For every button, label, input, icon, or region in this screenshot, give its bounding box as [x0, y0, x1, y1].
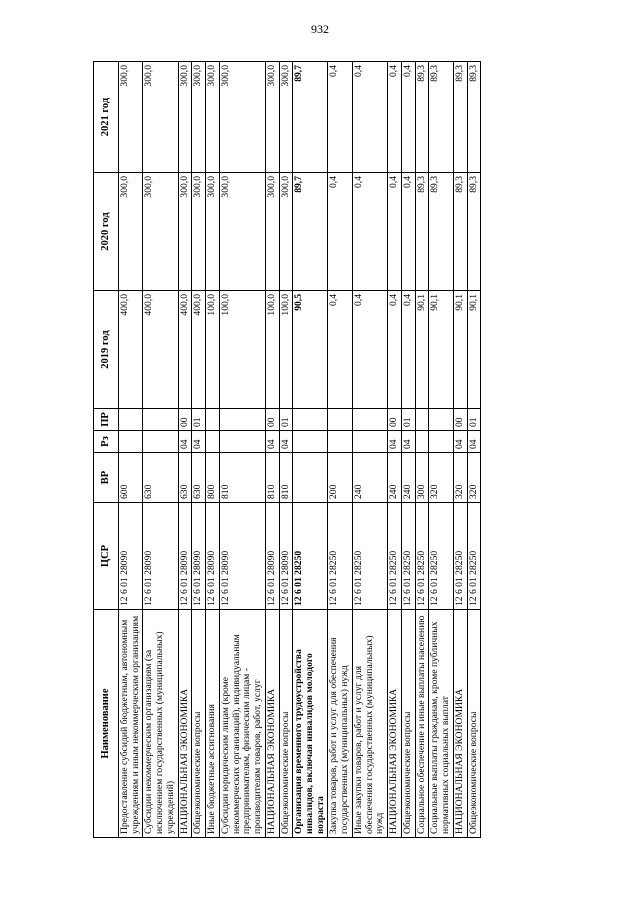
cell-csr: 12 6 01 28250: [401, 503, 415, 610]
cell-vr: 240: [352, 453, 387, 503]
cell-name: Социальные выплаты гражданам, кроме публичных нормативных социальных выплат: [429, 610, 453, 838]
cell-2019: 0,4: [388, 291, 402, 409]
header-2020: 2020 год: [94, 173, 119, 291]
cell-rz: 04: [265, 431, 279, 453]
table-header-row: [94, 62, 119, 838]
cell-csr: 12 6 01 28090: [143, 503, 178, 610]
cell-2019: 400,0: [192, 291, 206, 409]
table-row: [192, 62, 206, 838]
cell-name: Закупка товаров, работ и услуг для обеспечения государственных (муниципальных) нужд: [328, 610, 352, 838]
cell-2019: 0,4: [328, 291, 352, 409]
cell-rz: [429, 431, 453, 453]
cell-2020: 89,3: [415, 173, 429, 291]
cell-vr: 600: [119, 453, 143, 503]
cell-2020: 89,3: [453, 173, 467, 291]
cell-2019: 90,5: [293, 291, 328, 409]
cell-pr: [143, 409, 178, 431]
cell-2020: 300,0: [192, 173, 206, 291]
cell-2019: 90,1: [453, 291, 467, 409]
cell-2021: 0,4: [352, 62, 387, 173]
cell-rz: 04: [178, 431, 192, 453]
cell-pr: [219, 409, 265, 431]
cell-2020: 300,0: [119, 173, 143, 291]
cell-csr: 12 6 01 28090: [219, 503, 265, 610]
cell-rz: [415, 431, 429, 453]
cell-vr: 630: [143, 453, 178, 503]
cell-rz: [143, 431, 178, 453]
cell-vr: 240: [388, 453, 402, 503]
cell-2020: 89,7: [293, 173, 328, 291]
cell-pr: [429, 409, 453, 431]
cell-pr: 00: [388, 409, 402, 431]
cell-vr: 320: [453, 453, 467, 503]
cell-csr: 12 6 01 28090: [265, 503, 279, 610]
cell-name: Общеэкономические вопросы: [401, 610, 415, 838]
cell-vr: [293, 453, 328, 503]
cell-pr: [293, 409, 328, 431]
cell-2019: 100,0: [219, 291, 265, 409]
cell-2019: 400,0: [178, 291, 192, 409]
cell-2021: 300,0: [143, 62, 178, 173]
cell-2020: 0,4: [352, 173, 387, 291]
budget-table: [93, 61, 481, 838]
cell-pr: 01: [401, 409, 415, 431]
cell-2021: 89,7: [293, 62, 328, 173]
table-row: [279, 62, 293, 838]
cell-pr: [206, 409, 220, 431]
table-row: [415, 62, 429, 838]
table-row: [429, 62, 453, 838]
cell-csr: 12 6 01 28090: [119, 503, 143, 610]
cell-2021: 89,3: [467, 62, 481, 173]
cell-2020: 300,0: [279, 173, 293, 291]
cell-name: Иные бюджетные ассигнования: [206, 610, 220, 838]
cell-name: Социальное обеспечение и иные выплаты населению: [415, 610, 429, 838]
rotated-table-container: [93, 62, 570, 838]
cell-rz: [352, 431, 387, 453]
cell-rz: 04: [192, 431, 206, 453]
cell-2020: 300,0: [219, 173, 265, 291]
cell-2019: 400,0: [119, 291, 143, 409]
cell-vr: 810: [279, 453, 293, 503]
cell-name: Субсидии некоммерческим организациям (за исключением государственных (муниципальных) учреждений): [143, 610, 178, 838]
cell-name: Общеэкономические вопросы: [279, 610, 293, 838]
cell-rz: [328, 431, 352, 453]
table-row: [467, 62, 481, 838]
cell-name: Общеэкономические вопросы: [467, 610, 481, 838]
cell-vr: 240: [401, 453, 415, 503]
cell-pr: [415, 409, 429, 431]
cell-name: Организация временного трудоустройства инвалидов, включая инвалидов молодого возраста: [293, 610, 328, 838]
cell-2020: 300,0: [206, 173, 220, 291]
table-row: [453, 62, 467, 838]
cell-vr: 630: [178, 453, 192, 503]
cell-name: Субсидии юридическим лицам (кроме некоммерческих организаций), индивидуальным предпринимателям, физическим лицам - производителям товаров, работ, услуг: [219, 610, 265, 838]
cell-vr: 810: [265, 453, 279, 503]
page-number: 932: [311, 22, 329, 36]
cell-csr: 12 6 01 28250: [293, 503, 328, 610]
header-pr: ПР: [94, 409, 119, 431]
cell-pr: [352, 409, 387, 431]
cell-2021: 0,4: [388, 62, 402, 173]
cell-pr: 00: [265, 409, 279, 431]
cell-name: НАЦИОНАЛЬНАЯ ЭКОНОМИКА: [265, 610, 279, 838]
cell-pr: 00: [178, 409, 192, 431]
cell-pr: 01: [192, 409, 206, 431]
cell-vr: 200: [328, 453, 352, 503]
cell-2021: 0,4: [328, 62, 352, 173]
cell-2020: 89,3: [467, 173, 481, 291]
cell-csr: 12 6 01 28250: [415, 503, 429, 610]
cell-2020: 0,4: [328, 173, 352, 291]
cell-vr: 800: [206, 453, 220, 503]
header-2019: 2019 год: [94, 291, 119, 409]
cell-csr: 12 6 01 28250: [352, 503, 387, 610]
header-vr: ВР: [94, 453, 119, 503]
table-row: [328, 62, 352, 838]
cell-pr: [119, 409, 143, 431]
table-row: [219, 62, 265, 838]
cell-vr: 810: [219, 453, 265, 503]
cell-2021: 0,4: [401, 62, 415, 173]
cell-2019: 400,0: [143, 291, 178, 409]
cell-2021: 300,0: [219, 62, 265, 173]
cell-name: Общеэкономические вопросы: [192, 610, 206, 838]
table-row: [293, 62, 328, 838]
cell-csr: 12 6 01 28090: [178, 503, 192, 610]
cell-csr: 12 6 01 28090: [279, 503, 293, 610]
table-row: [119, 62, 143, 838]
table-row: [206, 62, 220, 838]
cell-rz: 04: [279, 431, 293, 453]
cell-2019: 90,1: [429, 291, 453, 409]
cell-csr: 12 6 01 28250: [328, 503, 352, 610]
cell-rz: 04: [467, 431, 481, 453]
cell-2021: 89,3: [415, 62, 429, 173]
cell-rz: 04: [401, 431, 415, 453]
cell-2021: 89,3: [453, 62, 467, 173]
cell-2021: 300,0: [265, 62, 279, 173]
cell-2021: 300,0: [279, 62, 293, 173]
cell-csr: 12 6 01 28090: [192, 503, 206, 610]
cell-2020: 89,3: [429, 173, 453, 291]
table-row: [352, 62, 387, 838]
cell-2019: 100,0: [206, 291, 220, 409]
cell-2019: 90,1: [467, 291, 481, 409]
cell-csr: 12 6 01 28250: [467, 503, 481, 610]
cell-2020: 0,4: [401, 173, 415, 291]
cell-csr: 12 6 01 28250: [388, 503, 402, 610]
table-row: [143, 62, 178, 838]
cell-name: НАЦИОНАЛЬНАЯ ЭКОНОМИКА: [453, 610, 467, 838]
cell-2021: 300,0: [192, 62, 206, 173]
header-rz: Рз: [94, 431, 119, 453]
cell-rz: [119, 431, 143, 453]
cell-name: Иные закупки товаров, работ и услуг для обеспечения государственных (муниципальных) нужд: [352, 610, 387, 838]
cell-csr: 12 6 01 28090: [206, 503, 220, 610]
table-row: [178, 62, 192, 838]
cell-name: Предоставление субсидий бюджетным, автономным учреждениям и иным некоммерческим организациям: [119, 610, 143, 838]
header-2021: 2021 год: [94, 62, 119, 173]
cell-2020: 300,0: [265, 173, 279, 291]
cell-2020: 300,0: [178, 173, 192, 291]
cell-csr: 12 6 01 28250: [453, 503, 467, 610]
cell-2019: 100,0: [265, 291, 279, 409]
cell-rz: [206, 431, 220, 453]
cell-pr: 00: [453, 409, 467, 431]
cell-pr: 01: [279, 409, 293, 431]
cell-pr: 01: [467, 409, 481, 431]
cell-vr: 320: [429, 453, 453, 503]
table-body: [119, 62, 481, 838]
cell-2020: 300,0: [143, 173, 178, 291]
cell-rz: [219, 431, 265, 453]
cell-vr: 630: [192, 453, 206, 503]
cell-2019: 100,0: [279, 291, 293, 409]
cell-pr: [328, 409, 352, 431]
cell-2021: 300,0: [119, 62, 143, 173]
cell-2021: 89,3: [429, 62, 453, 173]
cell-csr: 12 6 01 28250: [429, 503, 453, 610]
cell-vr: 300: [415, 453, 429, 503]
header-csr: ЦСР: [94, 503, 119, 610]
cell-rz: [293, 431, 328, 453]
cell-rz: 04: [453, 431, 467, 453]
table-row: [401, 62, 415, 838]
table-row: [265, 62, 279, 838]
cell-2019: 0,4: [401, 291, 415, 409]
cell-vr: 320: [467, 453, 481, 503]
cell-rz: 04: [388, 431, 402, 453]
table-row: [388, 62, 402, 838]
header-name: Наименование: [94, 610, 119, 838]
cell-2020: 0,4: [388, 173, 402, 291]
cell-2019: 90,1: [415, 291, 429, 409]
cell-name: НАЦИОНАЛЬНАЯ ЭКОНОМИКА: [388, 610, 402, 838]
cell-2021: 300,0: [206, 62, 220, 173]
cell-2019: 0,4: [352, 291, 387, 409]
cell-2021: 300,0: [178, 62, 192, 173]
cell-name: НАЦИОНАЛЬНАЯ ЭКОНОМИКА: [178, 610, 192, 838]
